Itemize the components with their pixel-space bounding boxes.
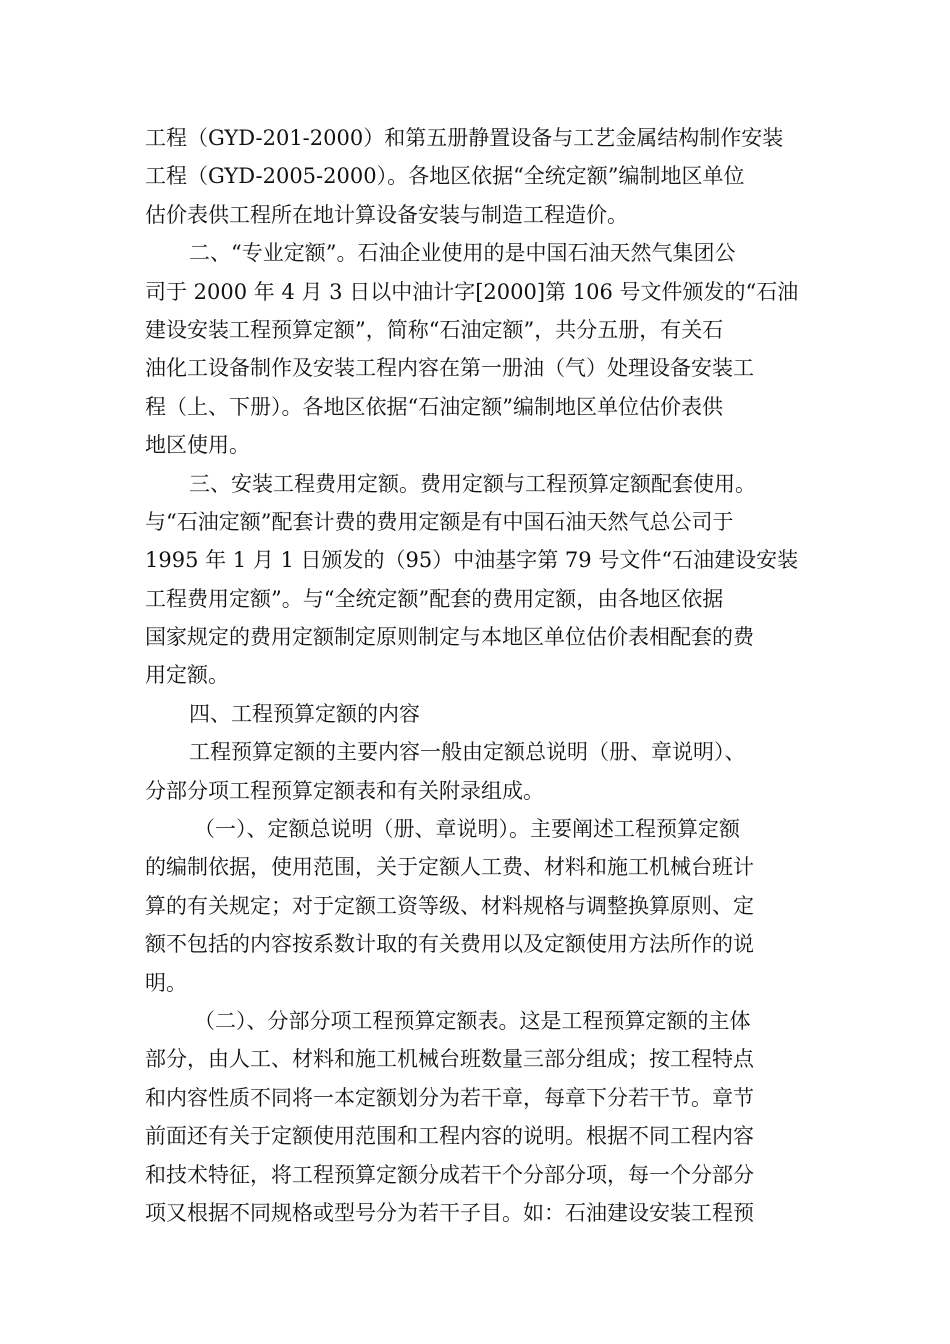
text-line: 司于 2000 年 4 月 3 日以中油计字[2000]第 106 号文件颁发的“石油	[145, 279, 799, 304]
text-line: 国家规定的费用定额制定原则制定与本地区单位估价表相配套的费	[145, 625, 754, 650]
text-line: 估价表供工程所在地计算设备安装与制造工程造价。	[145, 202, 628, 227]
text-line: 建设安装工程预算定额”，简称“石油定额”，共分五册，有关石	[145, 317, 724, 342]
text-line: 工程预算定额的主要内容一般由定额总说明（册、章说明）、	[189, 740, 746, 765]
text-line: 工程（GYD-2005-2000）。各地区依据“全统定额”编制地区单位	[145, 164, 745, 189]
text-line: 的编制依据，使用范围，关于定额人工费、材料和施工机械台班计	[145, 855, 754, 880]
text-line: 部分，由人工、材料和施工机械台班数量三部分组成；按工程特点	[145, 1047, 754, 1072]
text-line: 明。	[145, 970, 187, 995]
text-line: 和内容性质不同将一本定额划分为若干章，每章下分若干节。章节	[145, 1085, 754, 1110]
text-line: 地区使用。	[145, 433, 250, 458]
text-line: 二、“专业定额”。石油企业使用的是中国石油天然气集团公	[189, 241, 736, 266]
section-heading: 四、工程预算定额的内容	[189, 701, 420, 726]
text-line: （二）、分部分项工程预算定额表。这是工程预算定额的主体	[194, 1008, 751, 1033]
text-line: （一）、定额总说明（册、章说明）。主要阐述工程预算定额	[194, 817, 740, 842]
text-line: 程（上、下册）。各地区依据“石油定额”编制地区单位估价表供	[145, 394, 723, 419]
text-line: 用定额。	[145, 663, 229, 688]
text-line: 油化工设备制作及安装工程内容在第一册油（气）处理设备安装工	[145, 356, 754, 381]
text-line: 额不包括的内容按系数计取的有关费用以及定额使用方法所作的说	[145, 932, 754, 957]
text-line: 工程（GYD-201-2000）和第五册静置设备与工艺金属结构制作安装	[145, 126, 784, 150]
text-line: 工程费用定额”。与“全统定额”配套的费用定额，由各地区依据	[145, 586, 724, 611]
text-line: 三、安装工程费用定额。费用定额与工程预算定额配套使用。	[189, 471, 756, 496]
text-line: 算的有关规定；对于定额工资等级、材料规格与调整换算原则、定	[145, 893, 754, 918]
text-line: 前面还有关于定额使用范围和工程内容的说明。根据不同工程内容	[145, 1124, 754, 1149]
text-line: 项又根据不同规格或型号分为若干子目。如：石油建设安装工程预	[145, 1200, 754, 1225]
text-line: 和技术特征，将工程预算定额分成若干个分部分项，每一个分部分	[145, 1162, 754, 1187]
text-line: 与“石油定额”配套计费的费用定额是有中国石油天然气总公司于	[145, 509, 734, 534]
text-line: 分部分项工程预算定额表和有关附录组成。	[145, 778, 544, 803]
text-line: 1995 年 1 月 1 日颁发的（95）中油基字第 79 号文件“石油建设安装	[145, 548, 799, 573]
document-body	[145, 119, 810, 1232]
